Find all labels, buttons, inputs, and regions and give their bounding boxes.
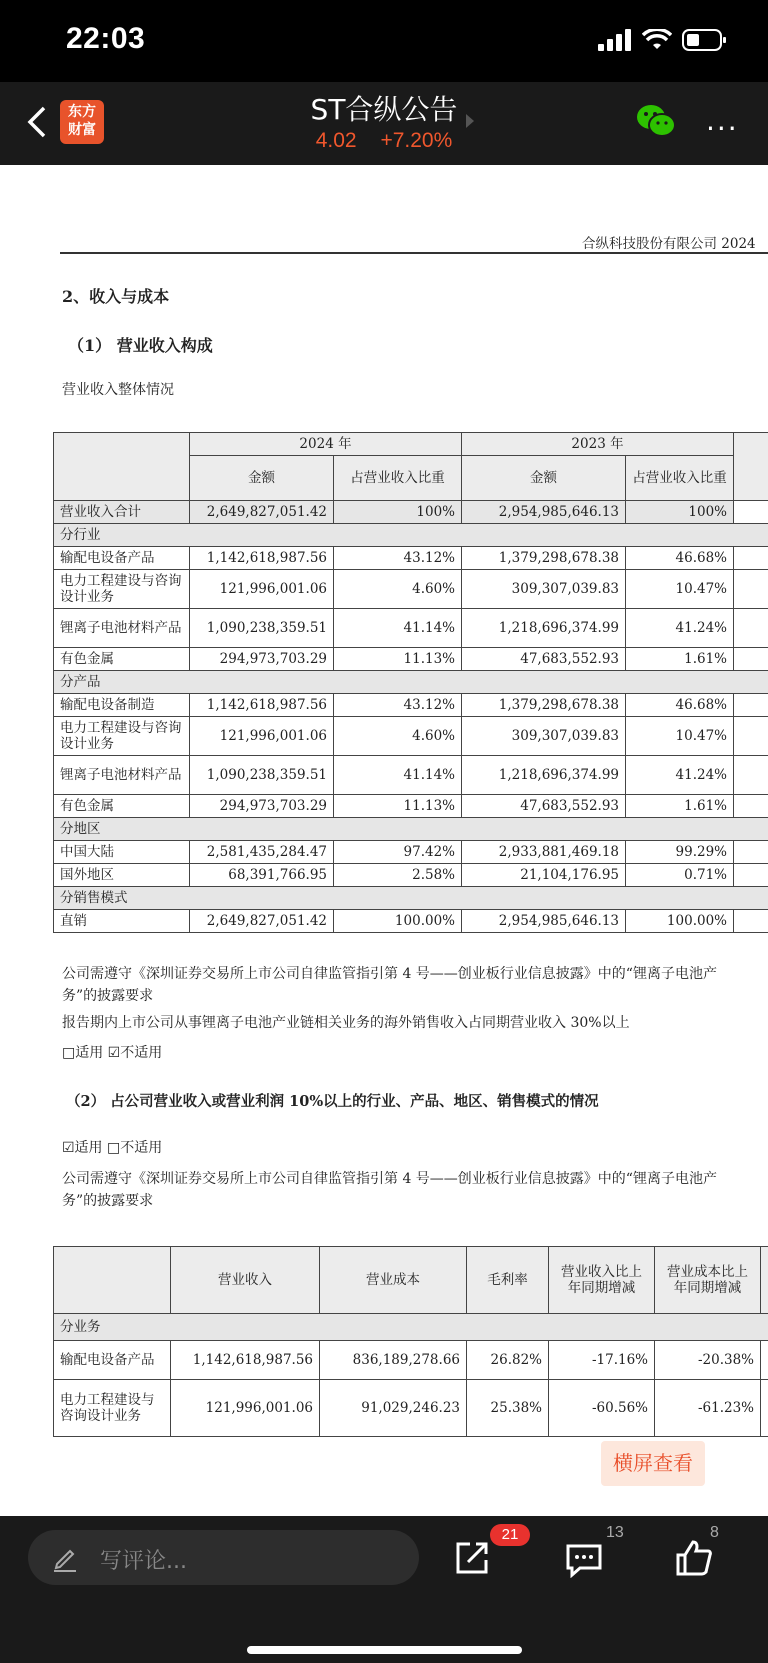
row-label: 输配电设备制造	[54, 694, 190, 717]
cell: 1,379,298,678.38	[462, 547, 626, 570]
applicability-check: □适用 ☑不适用	[62, 1045, 163, 1061]
cell: 2,649,827,051.42	[190, 501, 334, 524]
cell: 836,189,278.66	[320, 1341, 467, 1380]
header-ratio-2023: 占营业收入比重	[626, 456, 734, 501]
section-label: 分销售模式	[54, 887, 768, 910]
cell: 1,218,696,374.99	[462, 609, 626, 648]
cell: 46.68%	[626, 547, 734, 570]
row-label: 电力工程建设与咨询设计业务	[54, 570, 190, 609]
like-count: 8	[710, 1524, 719, 1541]
table-row	[54, 910, 768, 933]
header-2024: 2024 年	[190, 433, 462, 456]
section-label: 分行业	[54, 524, 768, 547]
status-time: 22:03	[66, 22, 146, 55]
row-label: 锂离子电池材料产品	[54, 609, 190, 648]
header-2023: 2023 年	[462, 433, 734, 456]
pencil-icon	[52, 1544, 78, 1572]
cell: 41.24%	[626, 756, 734, 795]
section-heading: 2、收入与成本	[62, 287, 170, 306]
row-label: 电力工程建设与咨询设计业务	[54, 1380, 171, 1437]
table-row	[54, 864, 768, 887]
cell: 2,954,985,646.13	[462, 910, 626, 933]
cell: 309,307,039.83	[462, 570, 626, 609]
cell: 121,996,001.06	[171, 1380, 320, 1437]
cell: 294,973,703.29	[190, 795, 334, 818]
cell: 47,683,552.93	[462, 648, 626, 671]
cell: -17.16%	[549, 1341, 655, 1380]
row-label: 输配电设备产品	[54, 547, 190, 570]
cell	[734, 795, 768, 818]
cell: 100%	[626, 501, 734, 524]
header-amount-2024: 金额	[190, 456, 334, 501]
table-row	[54, 694, 768, 717]
table-row	[54, 501, 768, 524]
cell: -20.38%	[655, 1341, 761, 1380]
header-empty	[54, 433, 190, 501]
cell: 0.71%	[626, 864, 734, 887]
cell	[734, 547, 768, 570]
cell: 91,029,246.23	[320, 1380, 467, 1437]
row-label: 直销	[54, 910, 190, 933]
cell	[734, 609, 768, 648]
cell: 1,142,618,987.56	[190, 547, 334, 570]
cell: 43.12%	[334, 694, 462, 717]
cell: 2,649,827,051.42	[190, 910, 334, 933]
table-row	[54, 1380, 768, 1437]
cell: 309,307,039.83	[462, 717, 626, 756]
cell: 4.60%	[334, 717, 462, 756]
cell: 21,104,176.95	[462, 864, 626, 887]
cell	[734, 756, 768, 795]
header-ratio-2024: 占营业收入比重	[334, 456, 462, 501]
cell	[734, 501, 768, 524]
cell: 1,090,238,359.51	[190, 609, 334, 648]
cell: 10.47%	[626, 570, 734, 609]
more-icon[interactable]: ···	[706, 112, 739, 145]
cell: 100%	[334, 501, 462, 524]
table-row	[54, 841, 768, 864]
company-header: 合纵科技股份有限公司 2024	[582, 236, 756, 252]
cell: 97.42%	[334, 841, 462, 864]
cell: 43.12%	[334, 547, 462, 570]
note-line: 报告期内上市公司从事锂离子电池产业链相关业务的海外销售收入占同期营业收入 30%以上	[62, 1015, 630, 1031]
note-line: 公司需遵守《深圳证券交易所上市公司自律监管指引第 4 号——创业板行业信息披露》中的“锂离子电池产	[62, 966, 717, 982]
table-row	[54, 717, 768, 756]
cell	[761, 1341, 768, 1380]
table-row	[54, 570, 768, 609]
header-rule	[60, 252, 768, 254]
cell: 41.14%	[334, 609, 462, 648]
row-label: 输配电设备产品	[54, 1341, 171, 1380]
cell: 100.00%	[626, 910, 734, 933]
row-label: 国外地区	[54, 864, 190, 887]
cell: -60.56%	[549, 1380, 655, 1437]
subsection-heading-2: （2） 占公司营业收入或营业利润 10%以上的行业、产品、地区、销售模式的情况	[66, 1093, 599, 1110]
header-margin: 毛利率	[467, 1247, 549, 1314]
cell: 2,933,881,469.18	[462, 841, 626, 864]
section-label: 分产品	[54, 671, 768, 694]
page-title: ST合纵公告	[310, 93, 458, 126]
row-label: 锂离子电池材料产品	[54, 756, 190, 795]
section-label: 分业务	[54, 1314, 768, 1341]
cell: -61.23%	[655, 1380, 761, 1437]
comment-input[interactable]	[28, 1530, 419, 1585]
row-label: 中国大陆	[54, 841, 190, 864]
table-header-row	[54, 433, 768, 456]
cell	[734, 694, 768, 717]
header-empty	[54, 1247, 171, 1314]
segment-table	[53, 1246, 768, 1437]
cell: 2.58%	[334, 864, 462, 887]
table-row	[54, 547, 768, 570]
cell: 1,218,696,374.99	[462, 756, 626, 795]
section-row	[54, 524, 768, 547]
note-line: 务”的披露要求	[62, 1193, 154, 1209]
table-header-row	[54, 1247, 768, 1314]
revenue-composition-table	[53, 432, 768, 933]
applicability-check: ☑适用 □不适用	[62, 1140, 163, 1156]
cell: 47,683,552.93	[462, 795, 626, 818]
header-extra	[761, 1247, 768, 1314]
section-row	[54, 671, 768, 694]
note-line: 务”的披露要求	[62, 988, 154, 1004]
cell: 121,996,001.06	[190, 570, 334, 609]
row-label: 电力工程建设与咨询设计业务	[54, 717, 190, 756]
section-row	[54, 887, 768, 910]
cell: 2,581,435,284.47	[190, 841, 334, 864]
bottom-toolbar	[0, 1516, 768, 1663]
home-indicator	[247, 1646, 522, 1654]
table-row	[54, 756, 768, 795]
cell: 25.38%	[467, 1380, 549, 1437]
comment-count: 13	[606, 1524, 624, 1541]
table-row	[54, 609, 768, 648]
header-revenue: 营业收入	[171, 1247, 320, 1314]
cell: 1,090,238,359.51	[190, 756, 334, 795]
table-row	[54, 795, 768, 818]
cell: 26.82%	[467, 1341, 549, 1380]
logo-line1: 东方	[68, 104, 96, 120]
cell: 41.14%	[334, 756, 462, 795]
table-row	[54, 1341, 768, 1380]
cell: 2,954,985,646.13	[462, 501, 626, 524]
thumbs-up-icon[interactable]	[674, 1538, 714, 1578]
section-label: 分地区	[54, 818, 768, 841]
cell: 99.29%	[626, 841, 734, 864]
subsection-heading: （1） 营业收入构成	[68, 336, 213, 355]
cell: 41.24%	[626, 609, 734, 648]
cell	[734, 570, 768, 609]
row-label: 有色金属	[54, 648, 190, 671]
cell	[734, 910, 768, 933]
row-label: 有色金属	[54, 795, 190, 818]
header-cost: 营业成本	[320, 1247, 467, 1314]
stock-change: +7.20%	[380, 129, 453, 152]
note-line: 公司需遵守《深圳证券交易所上市公司自律监管指引第 4 号——创业板行业信息披露》中的“锂离子电池产	[62, 1171, 717, 1187]
header-amount-2023: 金额	[462, 456, 626, 501]
stock-price: 4.02	[315, 129, 357, 152]
landscape-view-button[interactable]: 横屏查看	[601, 1441, 705, 1486]
comment-placeholder: 写评论...	[100, 1549, 187, 1574]
cell: 10.47%	[626, 717, 734, 756]
cell: 1.61%	[626, 795, 734, 818]
cell	[734, 841, 768, 864]
cell	[734, 648, 768, 671]
logo-line2: 财富	[68, 122, 96, 138]
header-cost-yoy: 营业成本比上年同期增减	[655, 1247, 761, 1314]
cell: 46.68%	[626, 694, 734, 717]
cell	[734, 717, 768, 756]
cell: 11.13%	[334, 795, 462, 818]
cell: 1.61%	[626, 648, 734, 671]
section-row	[54, 1314, 768, 1341]
header-revenue-yoy: 营业收入比上年同期增减	[549, 1247, 655, 1314]
cell	[734, 864, 768, 887]
cell: 4.60%	[334, 570, 462, 609]
header-extra	[734, 433, 768, 501]
section-row	[54, 818, 768, 841]
cell: 1,142,618,987.56	[190, 694, 334, 717]
cell: 100.00%	[334, 910, 462, 933]
share-badge: 21	[490, 1524, 530, 1546]
share-icon[interactable]	[452, 1538, 492, 1578]
cell: 11.13%	[334, 648, 462, 671]
cell: 68,391,766.95	[190, 864, 334, 887]
table-row	[54, 648, 768, 671]
comment-icon[interactable]	[564, 1542, 604, 1578]
cell	[761, 1380, 768, 1437]
cell: 1,142,618,987.56	[171, 1341, 320, 1380]
row-label: 营业收入合计	[54, 501, 190, 524]
cell: 1,379,298,678.38	[462, 694, 626, 717]
cell: 121,996,001.06	[190, 717, 334, 756]
table-caption: 营业收入整体情况	[62, 382, 174, 398]
cell: 294,973,703.29	[190, 648, 334, 671]
